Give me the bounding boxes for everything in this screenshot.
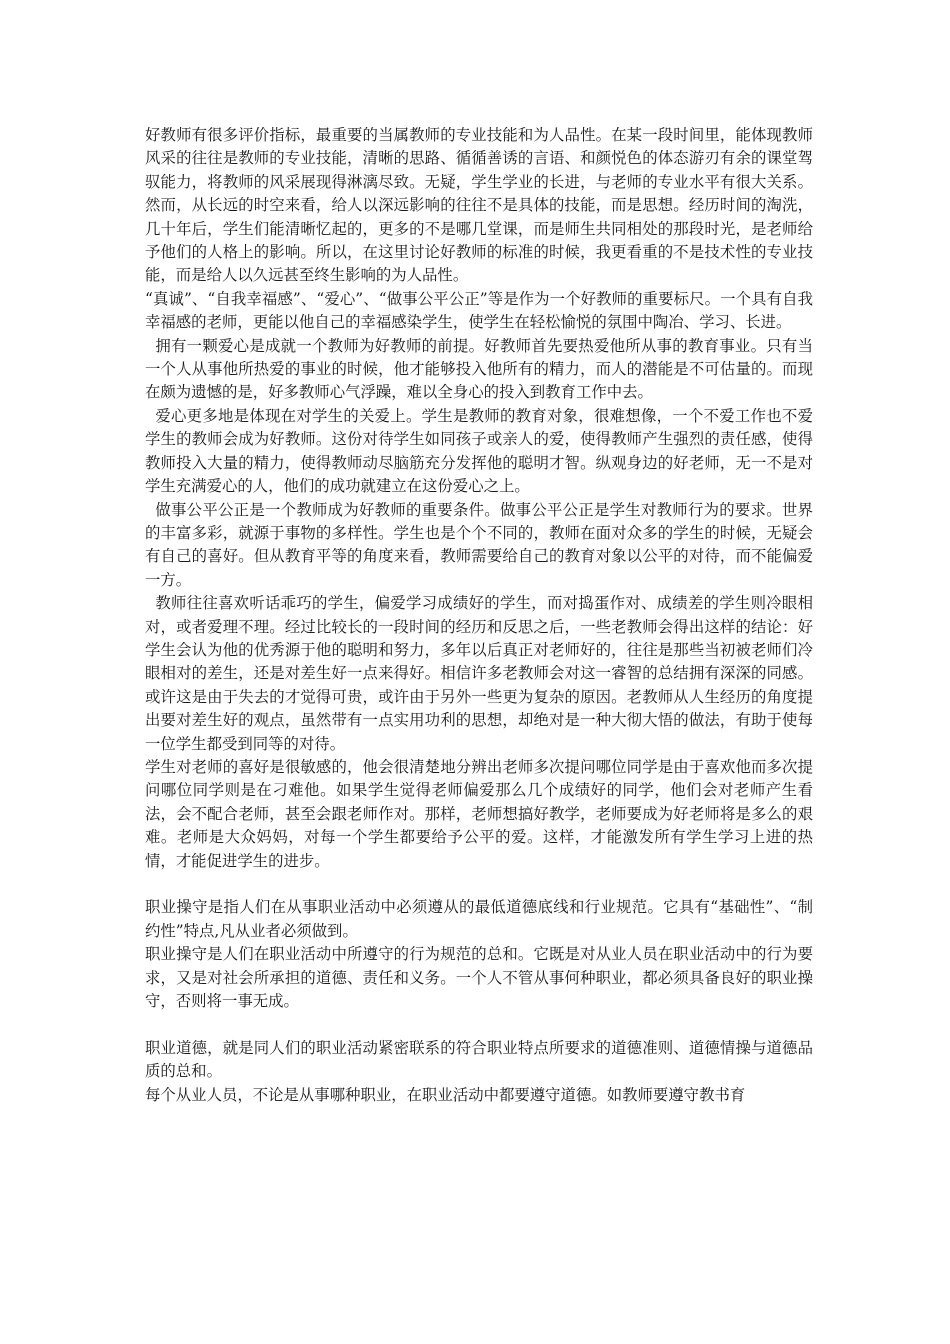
paragraph: 职业道德，就是同人们的职业活动紧密联系的符合职业特点所要求的道德准则、道德情操与道德品质的总和。 bbox=[145, 1038, 813, 1081]
paragraph: 职业操守是人们在职业活动中所遵守的行为规范的总和。它既是对从业人员在职业活动中的行为要求，又是对社会所承担的道德、责任和义务。一个人不管从事何种职业，都必须具备良好的职业操守，否则将一事无成。 bbox=[145, 945, 813, 1011]
paragraph: 教师往往喜欢听话乖巧的学生，偏爱学习成绩好的学生，而对捣蛋作对、成绩差的学生则冷眼相对，或者爱理不理。经过比较长的一段时间的经历和反思之后，一些老教师会得出这样的结论：好学生会认为他的优秀源于他的聪明和努力，多年以后真正对老师好的，往往是那些当初被老师们冷眼相对的差生，还是对差生好一点来得好。相信许多老教师会对这一睿智的总结拥有深深的同感。或许这是由于失去的才觉得可贵，或许由于另外一些更为复杂的原因。老教师从人生经历的角度提出要对差生好的观点，虽然带有一点实用功利的思想，却绝对是一种大彻大悟的做法，有助于使每一位学生都受到同等的对待。 bbox=[145, 594, 813, 753]
paragraph: 爱心更多地是体现在对学生的关爱上。学生是教师的教育对象，很难想像，一个不爱工作也不爱学生的教师会成为好教师。这份对待学生如同孩子或亲人的爱，使得教师产生强烈的责任感，使得教师投入大量的精力，使得教师动尽脑筋充分发挥他的聪明才智。纵观身边的好老师，无一不是对学生充满爱心的人，他们的成功就建立在这份爱心之上。 bbox=[145, 406, 813, 496]
paragraph: 做事公平公正是一个教师成为好教师的重要条件。做事公平公正是学生对教师行为的要求。世界的丰富多彩，就源于事物的多样性。学生也是个个不同的，教师在面对众多的学生的时候，无疑会有自己的喜好。但从教育平等的角度来看，教师需要给自己的教育对象以公平的对待，而不能偏爱一方。 bbox=[145, 500, 813, 589]
paragraph-spacer bbox=[145, 1013, 813, 1036]
paragraph: 职业操守是指人们在从事职业活动中必须遵从的最低道德底线和行业规范。它具有“基础性”、“制约性”特点,凡从业者必须做到。 bbox=[145, 898, 813, 940]
paragraph: 好教师有很多评价指标，最重要的当属教师的专业技能和为人品性。在某一段时间里，能体现教师风采的往往是教师的专业技能，清晰的思路、循循善诱的言语、和颜悦色的体态游刃有余的课堂驾驭能力，将教师的风采展现得淋漓尽致。无疑，学生学业的长进，与老师的专业水平有很大关系。然而，从长远的时空来看，给人以深远影响的往往不是具体的技能，而是思想。经历时间的淘洗，几十年后，学生们能清晰忆起的，更多的不是哪几堂课，而是师生共同相处的那段时光，是老师给予他们的人格上的影响。所以，在这里讨论好教师的标准的时候，我更看重的不是技术性的专业技能，而是给人以久远甚至终生影响的为人品性。 bbox=[145, 126, 813, 285]
paragraph: 学生对老师的喜好是很敏感的，他会很清楚地分辨出老师多次提问哪位同学是由于喜欢他而多次提问哪位同学则是在刁难他。如果学生觉得老师偏爱那么几个成绩好的同学，他们会对老师产生看法，会不配合老师，甚至会跟老师作对。那样，老师想搞好教学，老师要成为好老师将是多么的艰难。老师是大众妈妈，对每一个学生都要给予公平的爱。这样，才能激发所有学生学习上进的热情，才能促进学生的进步。 bbox=[145, 757, 813, 870]
paragraph: 每个从业人员，不论是从事哪种职业，在职业活动中都要遵守道德。如教师要遵守教书育 bbox=[145, 1085, 746, 1104]
paragraph: “真诚”、“自我幸福感”、“爱心”、“做事公平公正”等是作为一个好教师的重要标尺。一个具有自我幸福感的老师，更能以他自己的幸福感染学生，使学生在轻松愉悦的氛围中陶冶、学习、长进。 bbox=[145, 289, 813, 332]
paragraph: 拥有一颗爱心是成就一个教师为好教师的前提。好教师首先要热爱他所从事的教育事业。只有当一个人从事他所热爱的事业的时候，他才能够投入他所有的精力，而人的潜能是不可估量的。而现在颇为遗憾的是，好多教师心气浮躁，难以全身心的投入到教育工作中去。 bbox=[145, 336, 813, 402]
document-body bbox=[145, 124, 813, 1107]
paragraph-spacer bbox=[145, 873, 813, 896]
